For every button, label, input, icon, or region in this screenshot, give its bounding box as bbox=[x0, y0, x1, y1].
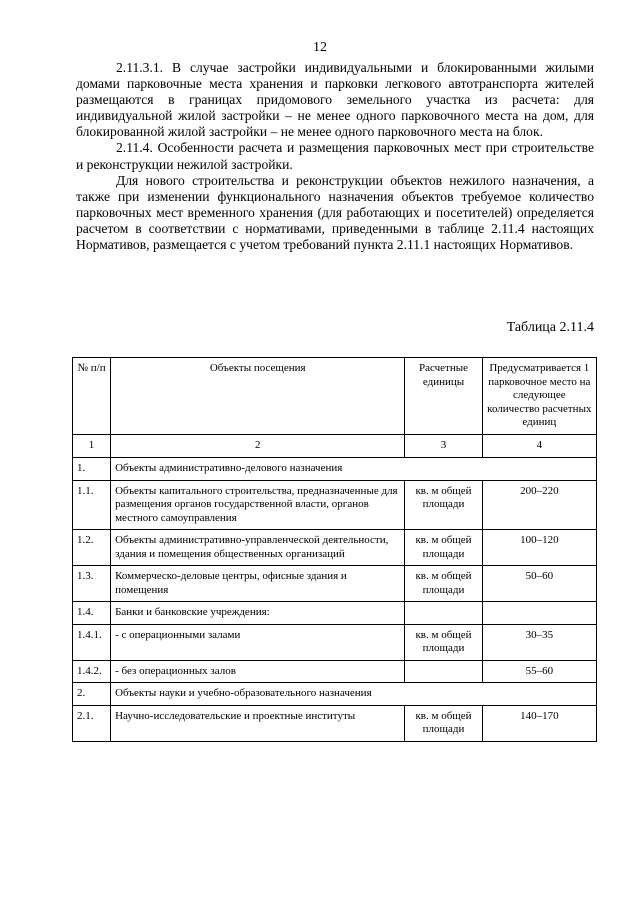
header-parking-ratio: Предусматривается 1 парковочное место на следующее количество расчетных единиц bbox=[482, 358, 596, 435]
unit-cell: кв. м общей площади bbox=[405, 530, 482, 566]
ratio-value: 200–220 bbox=[482, 480, 596, 530]
table-row bbox=[73, 458, 597, 481]
unit-cell bbox=[405, 602, 482, 625]
object-name: Банки и банковские учреждения: bbox=[111, 602, 405, 625]
column-number: 2 bbox=[111, 435, 405, 458]
row-number: 2.1. bbox=[73, 705, 111, 741]
row-number: 1.3. bbox=[73, 566, 111, 602]
ratio-value: 100–120 bbox=[482, 530, 596, 566]
column-number: 1 bbox=[73, 435, 111, 458]
paragraph-2-11-4: 2.11.4. Особенности расчета и размещения парковочных мест при строительстве и реконструкции нежилой застройки. bbox=[76, 140, 594, 172]
table-row bbox=[73, 566, 597, 602]
table-row bbox=[73, 480, 597, 530]
unit-cell: кв. м общей площади bbox=[405, 705, 482, 741]
ratio-value: 140–170 bbox=[482, 705, 596, 741]
row-number: 1.4. bbox=[73, 602, 111, 625]
paragraph-2-11-3-1: 2.11.3.1. В случае застройки индивидуальными и блокированными жилыми домами парковочные места хранения и парковки легкового автотранспорта жителей размещаются в границах придомового земельного участка из расчета: для индивидуальной жилой застройки – не менее одного парковочного места на дом, для блокированной жилой застройки – не менее одного парковочного места на блок. bbox=[76, 60, 594, 140]
object-name: Научно-исследовательские и проектные институты bbox=[111, 705, 405, 741]
table-row bbox=[73, 683, 597, 706]
section-title: Объекты административно-делового назначения bbox=[111, 458, 597, 481]
object-name: - с операционными залами bbox=[111, 624, 405, 660]
unit-cell: кв. м общей площади bbox=[405, 480, 482, 530]
section-title: Объекты науки и учебно-образовательного назначения bbox=[111, 683, 597, 706]
paragraph-new-construction: Для нового строительства и реконструкции объектов нежилого назначения, а также при изменении функционального назначения объектов требуемое количество парковочных мест временного хранения (для работающих и посетителей) определяется расчетом в соответствии с нормативами, приведенными в таблице 2.11.4 настоящих Нормативов, размещается с учетом требований пункта 2.11.1 настоящих Нормативов. bbox=[76, 172, 594, 253]
column-number: 4 bbox=[482, 435, 596, 458]
object-name: - без операционных залов bbox=[111, 660, 405, 683]
parking-norms-table bbox=[72, 357, 597, 742]
object-name: Коммерческо-деловые центры, офисные здания и помещения bbox=[111, 566, 405, 602]
object-name: Объекты административно-управленческой деятельности, здания и помещения общественных организаций bbox=[111, 530, 405, 566]
ratio-value: 50–60 bbox=[482, 566, 596, 602]
table-caption: Таблица 2.11.4 bbox=[506, 320, 594, 335]
body-text bbox=[76, 60, 594, 253]
unit-cell bbox=[405, 660, 482, 683]
table-header-row bbox=[73, 358, 597, 435]
row-number: 1.1. bbox=[73, 480, 111, 530]
header-number: № п/п bbox=[73, 358, 111, 435]
table-row bbox=[73, 660, 597, 683]
row-number: 2. bbox=[73, 683, 111, 706]
table-body bbox=[73, 458, 597, 742]
table-row bbox=[73, 530, 597, 566]
table-row bbox=[73, 705, 597, 741]
table-row bbox=[73, 602, 597, 625]
unit-cell: кв. м общей площади bbox=[405, 566, 482, 602]
page-number: 12 bbox=[313, 40, 327, 55]
row-number: 1.4.2. bbox=[73, 660, 111, 683]
row-number: 1. bbox=[73, 458, 111, 481]
unit-cell: кв. м общей площади bbox=[405, 624, 482, 660]
column-number: 3 bbox=[405, 435, 482, 458]
ratio-value: 55–60 bbox=[482, 660, 596, 683]
row-number: 1.2. bbox=[73, 530, 111, 566]
ratio-value: 30–35 bbox=[482, 624, 596, 660]
header-objects: Объекты посещения bbox=[111, 358, 405, 435]
object-name: Объекты капитального строительства, предназначенные для размещения органов государственной власти, органов местного самоуправления bbox=[111, 480, 405, 530]
header-units: Расчетные единицы bbox=[405, 358, 482, 435]
row-number: 1.4.1. bbox=[73, 624, 111, 660]
table-row bbox=[73, 624, 597, 660]
column-number-row bbox=[73, 435, 597, 458]
ratio-value bbox=[482, 602, 596, 625]
